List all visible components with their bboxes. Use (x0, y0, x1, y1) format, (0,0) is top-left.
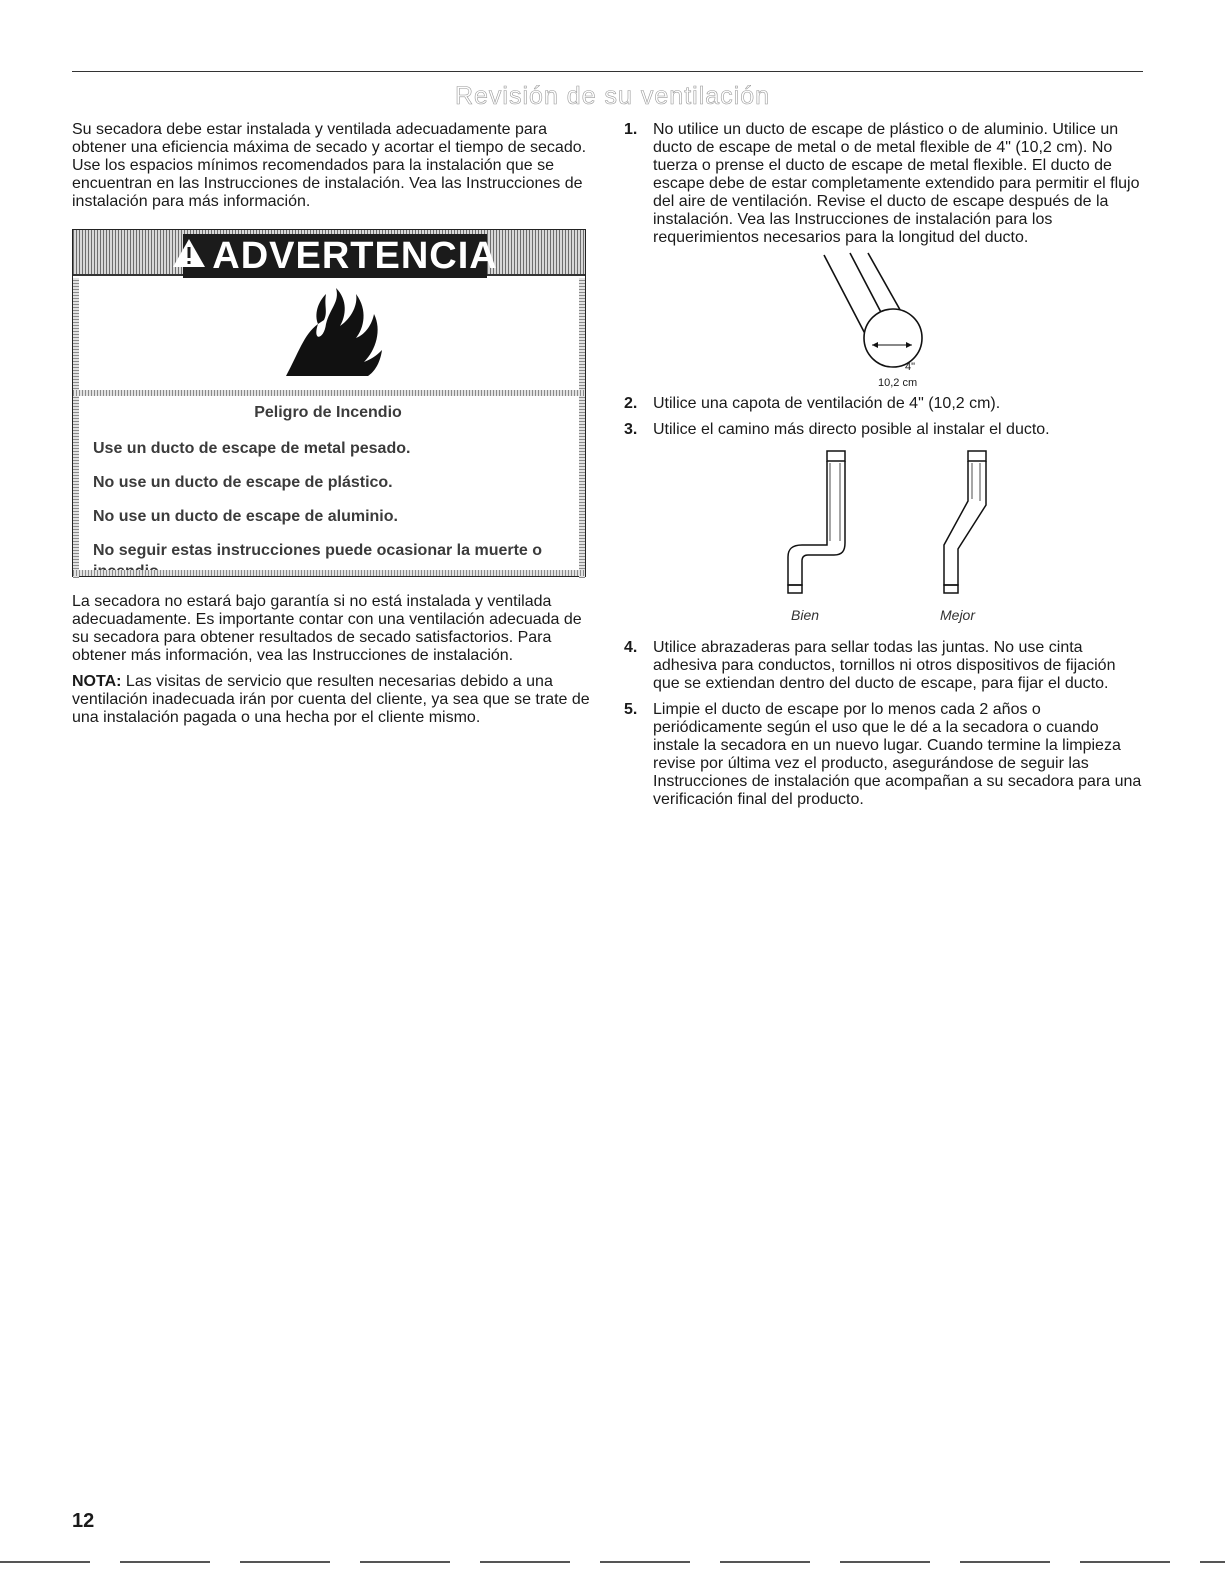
duct-diagram (624, 247, 1144, 389)
duct-cm-label: 10,2 cm (878, 377, 918, 389)
step-text: Utilice una capota de ventilación de 4" (10,2 cm). (653, 395, 1001, 412)
step-4 (624, 639, 1144, 693)
caption-better: Mejor (940, 607, 976, 623)
step-number: 4. (624, 639, 638, 656)
step-number: 5. (624, 701, 638, 718)
bottom-rule (0, 1561, 1225, 1563)
warning-bottom-stripe (73, 570, 585, 576)
caption-good: Bien (791, 607, 820, 623)
warning-header (183, 234, 498, 278)
warning-line: No use un ducto de escape de plástico. (93, 474, 393, 491)
note-label: NOTA: (72, 673, 122, 690)
warranty-paragraph: La secadora no estará bajo garantía si no está instalada y ventilada adecuadamente. Es importante contar con una ventilación adecuada de su secadora para obtener resultados de secado satisfactorios. Para obtener más información, vea las Instrucciones de instalación. (72, 593, 582, 664)
step-text: Utilice abrazaderas para sellar todas las juntas. No use cinta adhesiva para conductos, tornillos ni otros dispositivos de fijación que se extiendan dentro del ducto de escape, para fijar el ducto. (653, 639, 1116, 692)
warning-title: Peligro de Incendio (254, 404, 402, 421)
warning-line: Use un ducto de escape de metal pesado. (93, 440, 411, 457)
step-text: No utilice un ducto de escape de plástico o de aluminio. Utilice un ducto de escape de metal o de metal flexible de 4" (10,2 cm). No tuerza o prense el ducto de escape de metal flexible. El ducto de escape debe de estar completamente extendido para permitir el flujo del aire de ventilación. Revise el ducto de escape después de la instalación. Vea las Instrucciones de instalación para los requerimientos necesarios para la longitud del ducto. (653, 121, 1140, 246)
step-3 (624, 421, 1144, 439)
duct-path-diagram (624, 439, 1144, 625)
intro-paragraph: Su secadora debe estar instalada y ventilada adecuadamente para obtener una eficiencia máxima de secado y acortar el tiempo de secado. Use los espacios mínimos recomendados para la instalación que se encuentran en las Instrucciones de instalación. Vea las Instrucciones de instalación para más información. (72, 121, 587, 210)
duct-cross-section-icon (814, 251, 974, 371)
warning-divider (73, 390, 585, 396)
page-title: Revisión de su ventilación (454, 82, 771, 110)
step-text: Limpie el ducto de escape por lo menos cada 2 años o periódicamente según el uso que le dé a la secadora o cuando instale la secadora en un nuevo lugar. Cuando termine la limpieza revise por última vez el producto, asegurándose de seguir las Instrucciones de instalación que acompañan a su secadora para una verificación final del producto. (653, 701, 1142, 808)
warning-box (72, 229, 586, 577)
note-paragraph (72, 673, 592, 727)
warning-text (93, 404, 563, 595)
step-number: 2. (624, 395, 638, 412)
left-column (72, 121, 592, 727)
fire-icon (278, 284, 388, 380)
flame-area (73, 278, 585, 391)
step-number: 3. (624, 421, 638, 438)
step-2 (624, 395, 1144, 413)
duct-routes-icon (772, 449, 1002, 599)
step-text: Utilice el camino más directo posible al instalar el ducto. (653, 421, 1050, 438)
warning-header-label: ADVERTENCIA (212, 234, 498, 277)
step-1 (624, 121, 1144, 247)
warning-triangle-icon (172, 235, 206, 278)
note-text: Las visitas de servicio que resulten necesarias debido a una ventilación inadecuada irán por cuenta del cliente, ya sea que se trate de una instalación pagada o una hecha por el cliente mismo. (72, 673, 590, 726)
step-number: 1. (624, 121, 638, 138)
warning-line: No use un ducto de escape de aluminio. (93, 508, 398, 525)
right-column (624, 121, 1144, 809)
warning-line: No seguir estas instrucciones puede ocasionar la muerte o (93, 542, 543, 559)
step-5 (624, 701, 1144, 809)
page-number: 12 (72, 1510, 95, 1532)
top-rule (72, 71, 1143, 72)
duct-inches-label: 4" (905, 361, 916, 373)
